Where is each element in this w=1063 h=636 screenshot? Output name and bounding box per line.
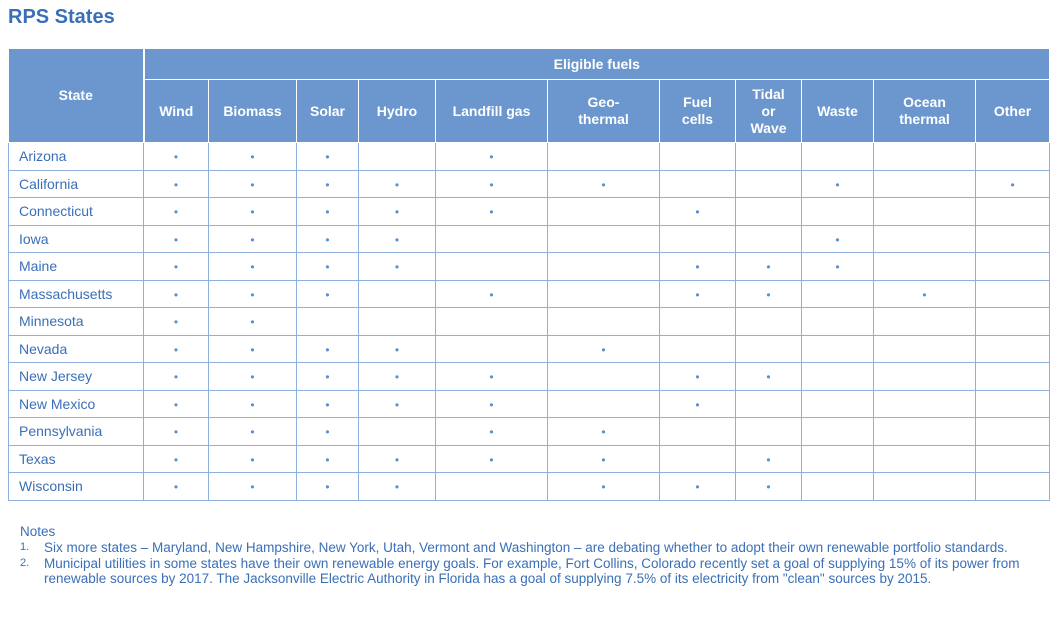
fuel-cell (736, 363, 802, 391)
fuel-cell (976, 390, 1050, 418)
fuel-cell (297, 170, 359, 198)
fuel-cell (874, 363, 976, 391)
note-number: 2. (20, 557, 30, 569)
fuel-cell (436, 170, 548, 198)
fuel-cell (660, 280, 736, 308)
fuel-cell (548, 390, 660, 418)
eligible-dot: • (835, 177, 840, 192)
state-name: Connecticut (9, 198, 144, 226)
fuel-cell (359, 418, 436, 446)
eligible-dot: • (250, 232, 255, 247)
eligible-dot: • (325, 425, 330, 440)
fuel-cell (144, 198, 209, 226)
fuel-cell (297, 225, 359, 253)
fuel-cell (736, 225, 802, 253)
fuel-cell (436, 335, 548, 363)
fuel-cell (802, 198, 874, 226)
fuel-cell (144, 225, 209, 253)
page-title: RPS States (8, 6, 115, 28)
fuel-column-header: Waste (802, 80, 874, 143)
fuel-cell (144, 473, 209, 501)
eligible-dot: • (489, 397, 494, 412)
fuel-cell (297, 445, 359, 473)
rps-table (8, 48, 1050, 501)
fuel-cell (736, 390, 802, 418)
fuel-cell (209, 363, 297, 391)
eligible-dot: • (250, 480, 255, 495)
fuel-cell (359, 308, 436, 336)
fuel-cell (436, 445, 548, 473)
eligible-dot: • (173, 177, 179, 192)
eligible-dot: • (173, 425, 179, 440)
eligible-dot: • (325, 370, 330, 385)
fuel-column-header: Other (976, 80, 1050, 143)
fuel-cell (660, 308, 736, 336)
fuel-cell (802, 335, 874, 363)
fuel-cell (209, 418, 297, 446)
fuel-cell (359, 390, 436, 418)
fuel-cell (209, 445, 297, 473)
state-column-header: State (9, 49, 144, 143)
fuel-cell (660, 363, 736, 391)
eligible-dot: • (394, 260, 400, 275)
eligible-dot: • (695, 480, 700, 495)
eligible-dot: • (325, 232, 330, 247)
eligible-dot: • (325, 150, 330, 165)
fuel-cell (976, 198, 1050, 226)
fuel-cell (209, 198, 297, 226)
fuel-cell (436, 363, 548, 391)
fuel-column-header: Biomass (209, 80, 297, 143)
eligible-dot: • (173, 315, 179, 330)
eligible-dot: • (489, 150, 494, 165)
eligible-dot: • (173, 205, 179, 220)
eligible-dot: • (394, 342, 400, 357)
fuel-cell (436, 280, 548, 308)
state-name: Texas (9, 445, 144, 473)
eligible-dot: • (601, 452, 606, 467)
state-name: New Mexico (9, 390, 144, 418)
eligible-dot: • (325, 287, 330, 302)
fuel-cell (359, 445, 436, 473)
fuel-cell (359, 335, 436, 363)
note-number: 1. (20, 541, 30, 553)
fuel-cell (976, 143, 1050, 171)
eligible-dot: • (922, 287, 927, 302)
table-row (9, 225, 1050, 253)
fuel-cell (736, 445, 802, 473)
eligible-dot: • (250, 342, 255, 357)
eligible-dot: • (601, 342, 606, 357)
table-row (9, 198, 1050, 226)
fuel-cell (660, 143, 736, 171)
state-name: Arizona (9, 143, 144, 171)
eligible-dot: • (394, 370, 400, 385)
fuel-cell (297, 253, 359, 281)
fuel-cell (209, 390, 297, 418)
state-name: California (9, 170, 144, 198)
fuel-cell (209, 335, 297, 363)
fuel-cell (874, 335, 976, 363)
fuel-cell (297, 280, 359, 308)
eligible-dot: • (601, 177, 606, 192)
eligible-dot: • (766, 260, 771, 275)
fuel-cell (548, 253, 660, 281)
fuel-cell (874, 280, 976, 308)
notes-heading: Notes (20, 524, 56, 539)
fuel-cell (660, 390, 736, 418)
fuel-cell (976, 335, 1050, 363)
eligible-dot: • (766, 287, 771, 302)
fuel-cell (802, 445, 874, 473)
fuel-cell (976, 308, 1050, 336)
notes-section (20, 524, 1050, 586)
eligible-dot: • (325, 480, 330, 495)
fuel-cell (736, 418, 802, 446)
state-name: Minnesota (9, 308, 144, 336)
table-row (9, 335, 1050, 363)
fuel-cell (209, 253, 297, 281)
fuel-cell (297, 143, 359, 171)
fuel-cell (436, 418, 548, 446)
table-row (9, 280, 1050, 308)
fuel-cell (874, 308, 976, 336)
fuel-cell (736, 280, 802, 308)
state-name: Wisconsin (9, 473, 144, 501)
table-row (9, 253, 1050, 281)
fuel-cell (976, 280, 1050, 308)
fuel-cell (144, 280, 209, 308)
fuel-cell (548, 280, 660, 308)
state-name: Iowa (9, 225, 144, 253)
fuel-cell (802, 390, 874, 418)
eligible-dot: • (766, 480, 771, 495)
table-row (9, 143, 1050, 171)
eligible-dot: • (695, 260, 700, 275)
fuel-cell (874, 418, 976, 446)
eligible-dot: • (394, 397, 400, 412)
fuel-cell (802, 473, 874, 501)
eligible-dot: • (173, 287, 179, 302)
fuel-cell (209, 280, 297, 308)
eligible-dot: • (489, 177, 494, 192)
fuel-cell (874, 225, 976, 253)
eligible-dot: • (173, 150, 179, 165)
fuel-cell (874, 143, 976, 171)
eligible-dot: • (173, 342, 179, 357)
eligible-dot: • (173, 370, 179, 385)
fuel-cell (874, 170, 976, 198)
eligible-dot: • (394, 232, 400, 247)
fuel-cell (359, 363, 436, 391)
fuel-cell (976, 253, 1050, 281)
fuel-cell (802, 170, 874, 198)
fuel-cell (802, 363, 874, 391)
fuel-cell (144, 170, 209, 198)
eligible-dot: • (695, 287, 700, 302)
fuel-cell (548, 418, 660, 446)
eligible-dot: • (325, 342, 330, 357)
fuel-cell (297, 198, 359, 226)
table-row (9, 473, 1050, 501)
eligible-dot: • (489, 370, 494, 385)
eligible-dot: • (250, 177, 255, 192)
fuel-cell (660, 335, 736, 363)
fuel-cell (802, 418, 874, 446)
fuel-cell (359, 170, 436, 198)
table-row (9, 418, 1050, 446)
eligible-dot: • (250, 397, 255, 412)
fuel-cell (144, 363, 209, 391)
fuel-cell (359, 473, 436, 501)
fuel-cell (209, 308, 297, 336)
fuel-cell (436, 253, 548, 281)
eligible-dot: • (173, 260, 179, 275)
fuel-column-header: Hydro (359, 80, 436, 143)
fuel-cell (297, 363, 359, 391)
fuel-column-header: Fuel cells (660, 80, 736, 143)
fuel-cell (976, 473, 1050, 501)
fuel-column-header: Ocean thermal (874, 80, 976, 143)
fuel-cell (736, 170, 802, 198)
fuel-cell (297, 418, 359, 446)
eligible-dot: • (766, 370, 771, 385)
eligible-dot: • (1010, 177, 1015, 192)
fuel-cell (976, 363, 1050, 391)
fuel-cell (874, 253, 976, 281)
fuel-cell (736, 308, 802, 336)
eligible-dot: • (325, 397, 330, 412)
fuel-cell (548, 225, 660, 253)
fuel-cell (359, 253, 436, 281)
table-row (9, 170, 1050, 198)
fuel-cell (209, 473, 297, 501)
eligible-dot: • (835, 260, 840, 275)
fuel-cell (548, 198, 660, 226)
fuel-cell (976, 445, 1050, 473)
eligible-dot: • (250, 205, 255, 220)
eligible-fuels-header: Eligible fuels (144, 49, 1050, 80)
state-name: Massachusetts (9, 280, 144, 308)
fuel-cell (874, 198, 976, 226)
fuel-cell (209, 143, 297, 171)
fuel-cell (436, 390, 548, 418)
fuel-column-header: Wind (144, 80, 209, 143)
note-item (20, 540, 1050, 555)
fuel-cell (874, 473, 976, 501)
fuel-cell (297, 308, 359, 336)
eligible-dot: • (601, 480, 606, 495)
fuel-cell (660, 473, 736, 501)
fuel-cell (660, 170, 736, 198)
fuel-cell (144, 143, 209, 171)
eligible-dot: • (695, 397, 700, 412)
state-name: Maine (9, 253, 144, 281)
fuel-cell (144, 335, 209, 363)
fuel-cell (209, 170, 297, 198)
fuel-cell (548, 473, 660, 501)
fuel-cell (874, 445, 976, 473)
state-name: New Jersey (9, 363, 144, 391)
fuel-cell (359, 280, 436, 308)
eligible-dot: • (489, 287, 494, 302)
eligible-dot: • (766, 452, 771, 467)
fuel-cell (436, 143, 548, 171)
eligible-dot: • (173, 232, 179, 247)
note-text: Municipal utilities in some states have their own renewable energy goals. For example, Fort Collins, Colorado recently set a goal of supplying 15% of its power from renewable sources by 2017. The Jacksonville Electric Authority in Florida has a goal of supplying 7.5% of its electricity from "clean" sources by 2015. (44, 556, 1020, 586)
fuel-column-header: Solar (297, 80, 359, 143)
eligible-dot: • (394, 177, 400, 192)
eligible-dot: • (394, 480, 400, 495)
fuel-cell (144, 445, 209, 473)
fuel-cell (144, 253, 209, 281)
eligible-dot: • (250, 315, 255, 330)
fuel-cell (436, 473, 548, 501)
eligible-dot: • (173, 452, 179, 467)
fuel-cell (359, 198, 436, 226)
eligible-dot: • (695, 205, 700, 220)
fuel-column-header: Landfill gas (436, 80, 548, 143)
fuel-cell (802, 280, 874, 308)
table-row (9, 390, 1050, 418)
fuel-cell (436, 225, 548, 253)
fuel-cell (736, 473, 802, 501)
fuel-cell (548, 445, 660, 473)
fuel-cell (660, 418, 736, 446)
fuel-cell (548, 170, 660, 198)
eligible-dot: • (325, 260, 330, 275)
fuel-cell (660, 225, 736, 253)
fuel-cell (144, 418, 209, 446)
fuel-cell (436, 198, 548, 226)
eligible-dot: • (250, 287, 255, 302)
eligible-dot: • (325, 452, 330, 467)
eligible-dot: • (325, 177, 330, 192)
fuel-cell (802, 225, 874, 253)
fuel-cell (297, 390, 359, 418)
fuel-cell (297, 335, 359, 363)
fuel-cell (976, 225, 1050, 253)
eligible-dot: • (489, 205, 494, 220)
fuel-cell (802, 143, 874, 171)
fuel-cell (436, 308, 548, 336)
eligible-dot: • (325, 205, 330, 220)
eligible-dot: • (250, 452, 255, 467)
fuel-column-header: Tidal or Wave (736, 80, 802, 143)
fuel-cell (548, 363, 660, 391)
table-row (9, 363, 1050, 391)
eligible-dot: • (601, 425, 606, 440)
eligible-dot: • (250, 425, 255, 440)
fuel-cell (548, 143, 660, 171)
fuel-cell (297, 473, 359, 501)
fuel-cell (976, 418, 1050, 446)
eligible-dot: • (173, 397, 179, 412)
state-name: Pennsylvania (9, 418, 144, 446)
eligible-dot: • (250, 150, 255, 165)
eligible-dot: • (695, 370, 700, 385)
fuel-cell (144, 308, 209, 336)
fuel-column-header: Geo- thermal (548, 80, 660, 143)
note-item (20, 556, 1050, 586)
eligible-dot: • (394, 452, 400, 467)
fuel-cell (802, 308, 874, 336)
fuel-cell (209, 225, 297, 253)
fuel-cell (736, 253, 802, 281)
eligible-dot: • (250, 370, 255, 385)
fuel-cell (359, 225, 436, 253)
eligible-dot: • (835, 232, 840, 247)
fuel-cell (802, 253, 874, 281)
fuel-cell (359, 143, 436, 171)
state-name: Nevada (9, 335, 144, 363)
table-row (9, 445, 1050, 473)
fuel-cell (736, 335, 802, 363)
table-row (9, 308, 1050, 336)
eligible-dot: • (489, 425, 494, 440)
fuel-cell (144, 390, 209, 418)
fuel-cell (660, 253, 736, 281)
eligible-dot: • (394, 205, 400, 220)
fuel-cell (874, 390, 976, 418)
eligible-dot: • (173, 480, 179, 495)
note-text: Six more states – Maryland, New Hampshire, New York, Utah, Vermont and Washington – are debating whether to adopt their own renewable portfolio standards. (44, 540, 1008, 555)
fuel-cell (660, 445, 736, 473)
fuel-cell (976, 170, 1050, 198)
fuel-cell (548, 335, 660, 363)
eligible-dot: • (250, 260, 255, 275)
fuel-cell (548, 308, 660, 336)
eligible-dot: • (489, 452, 494, 467)
fuel-cell (736, 143, 802, 171)
fuel-cell (736, 198, 802, 226)
fuel-cell (660, 198, 736, 226)
